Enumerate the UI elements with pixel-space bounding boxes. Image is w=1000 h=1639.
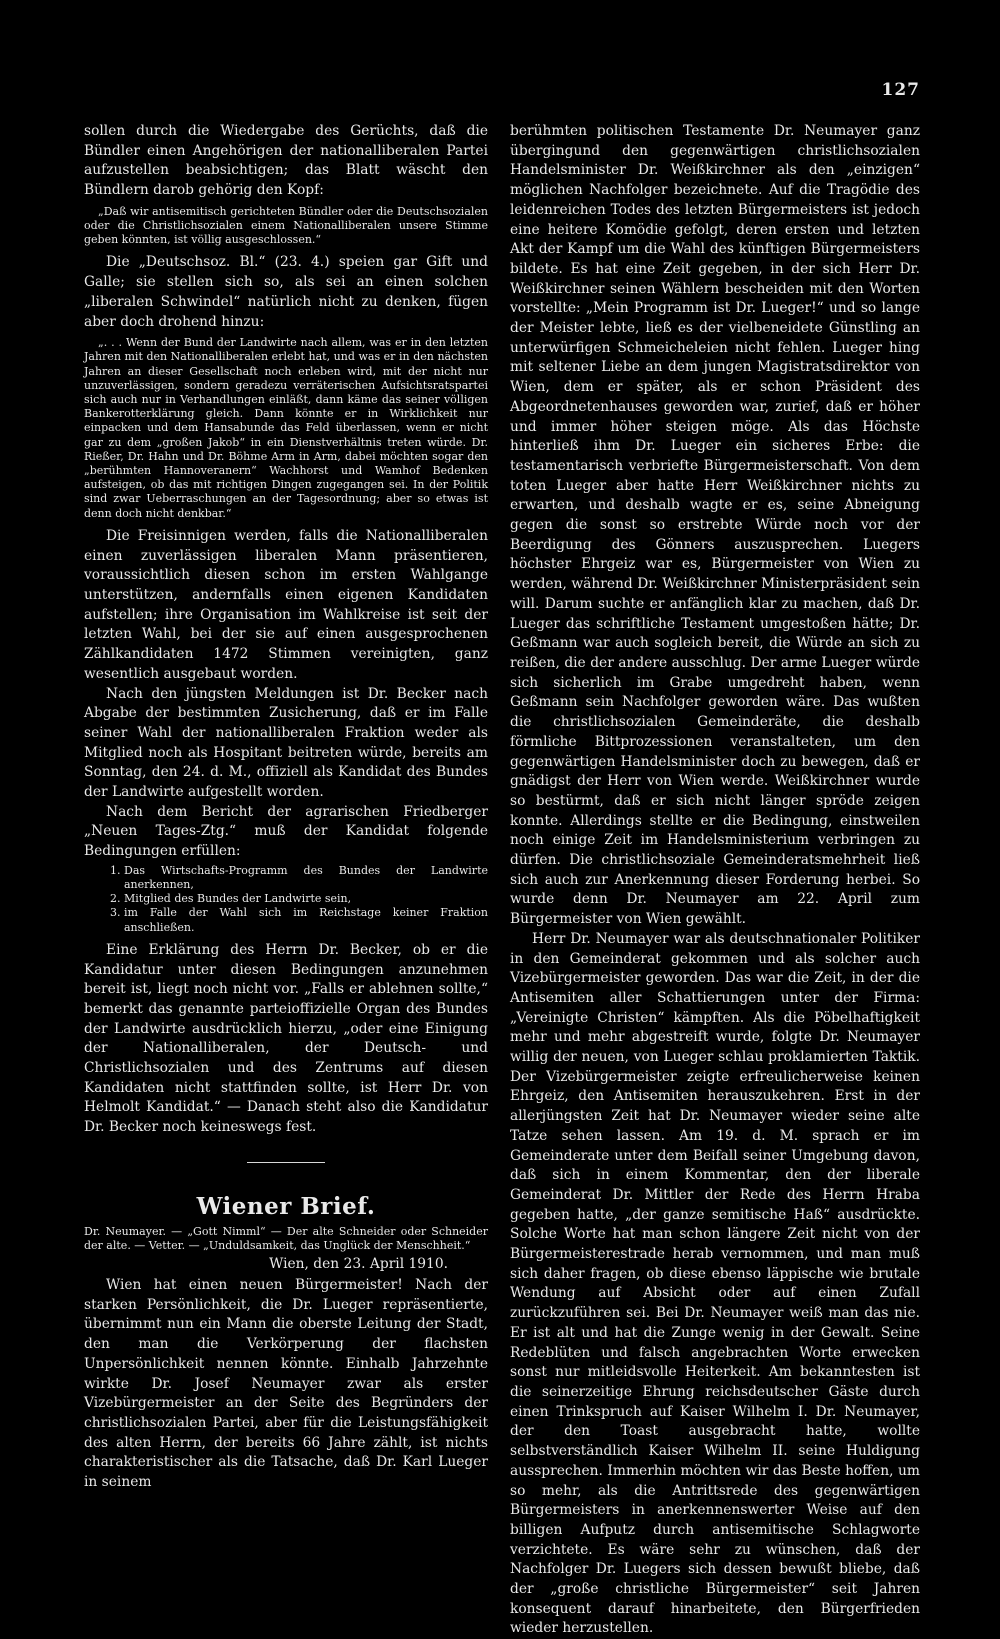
list-item: 3. im Falle der Wahl sich im Reichstage keiner Fraktion anschließen. <box>124 906 488 934</box>
paragraph: Herr Dr. Neumayer war als deutschnationaler Politiker in den Gemeinderat gekommen und als solcher auch Vizebürgermeister geworden. Das war die Zeit, in der die Antisemiten aller Schattierungen unter der Firma: „Vereinigte Christen“ kämpften. Als die Pöbelhaftigkeit mehr und mehr abgestreift wurde, folgte Dr. Neumayer willig der neuen, von Lueger schlau proklamierten Taktik. Der Vizebürgermeister zeigte erfreulicherweise keinen Ehrgeiz, den Antisemiten herauszukehren. Erst in der allerjüngsten Zeit hat Dr. Neumayer wieder seine alte Tatze sehen lassen. Am 19. d. M. sprach er im Gemeinderate unter dem Beifall seiner Umgebung davon, daß sich in einem Kommentar, den der liberale Gemeinderat Dr. Mittler der Rede des Herrn Hraba gegeben hatte, „der ganze semitische Haß“ ausdrückte. Solche Worte hat man schon längere Zeit nicht von der Bürgermeisterestrade herab vernommen, und man muß sich daher fragen, ob diese ebenso läppische wie brutale Wendung auf Absicht oder auf einen Zufall zurückzuführen sei. Bei Dr. Neumayer weiß man das nie. Er ist alt und hat die Zunge wenig in der Gewalt. Seine Redeblüten und falsch angebrachten Worte erwecken sonst nur mitleidsvolle Heiterkeit. Am bekanntesten ist die seinerzeitige Ehrung reichsdeutscher Gäste durch einen Trinkspruch auf Kaiser Wilhelm I. Dr. Neumayer, der den Toast ausgebracht hatte, wollte selbstverständlich Kaiser Wilhelm II. seine Huldigung aussprechen. Immerhin möchten wir das Beste hoffen, um so mehr, als die Antrittsrede des gegenwärtigen Bürgermeisters in anerkennenswerter Weise auf den billigen Aufputz durch antisemitische Schlagworte verzichtete. Es wäre sehr zu wünschen, daß der Nachfolger Dr. Luegers sich dessen bewußt bliebe, daß der „große christliche Bürgermeister“ seit Jahren konsequent darauf hinarbeitete, den Bürgerfrieden wieder herzustellen. <box>510 930 920 1637</box>
dateline: Wien, den 23. April 1910. <box>269 1256 448 1273</box>
list-item: 1. Das Wirtschafts-Programm des Bundes der Landwirte anerkennen, <box>124 864 488 892</box>
paragraph: sollen durch die Wiedergabe des Gerüchts, daß die Bündler einen Angehörigen der nationalliberalen Partei aufzustellen beabsichtigen; das Blatt wäscht den Bündlern darob gehörig den Kopf: <box>84 123 488 199</box>
block-quote <box>84 205 488 248</box>
article-summary: Dr. Neumayer. — „Gott Nimml“ — Der alte Schneider oder Schneider der alte. — Vetter. — „Unduldsamkeit, das Unglück der Menschheit.“ <box>84 1224 488 1253</box>
conditions-list <box>84 864 488 935</box>
quote-text: „. . . Wenn der Bund der Landwirte nach allem, was er in den letzten Jahren mit den Nationalliberalen erlebt hat, und was er in den nächsten Jahren an dieser Gesellschaft noch erleben wird, mit der nicht nur unzuverlässigen, sondern geradezu verräterischen Aufsichtsratspartei sich auch nur in Verhandlungen einläßt, dann käme das seiner völligen Bankerotterklärung gleich. Dann könnte er in Wirklichkeit nur einpacken und dem Hansabunde das Feld überlassen, wenn er nicht gar zu dem „großen Jakob“ in ein Dienstverhältnis treten würde. Dr. Rießer, Dr. Hahn und Dr. Böhme Arm in Arm, dabei möchten sogar den „berühmten Hannoveranern“ Wachhorst und Wamhof Bedenken aufsteigen, ob das mit richtigen Dingen zugegangen sei. In der Politik sind zwar Ueberraschungen an der Tagesordnung; aber so etwas ist denn doch nicht denkbar.“ <box>84 336 488 520</box>
section-divider <box>247 1162 325 1163</box>
paragraph: Die „Deutschsoz. Bl.“ (23. 4.) speien gar Gift und Galle; sie stellen sich so, als sei an einen solchen „liberalen Schwindel“ natürlich nicht zu denken, fügen aber doch drohend hinzu: <box>84 254 488 330</box>
left-column <box>84 122 488 1493</box>
paragraph: Nach den jüngsten Meldungen ist Dr. Becker nach Abgabe der bestimmten Zusicherung, daß er im Falle seiner Wahl der nationalliberalen Fraktion weder als Mitglied noch als Hospitant beitreten würde, bereits am Sonntag, den 24. d. M., offiziell als Kandidat des Bundes der Landwirte aufgestellt worden. <box>84 685 488 801</box>
paragraph: Nach dem Bericht der agrarischen Friedberger „Neuen Tages-Ztg.“ muß der Kandidat folgende Bedingungen erfüllen: <box>84 803 488 860</box>
list-item: 2. Mitglied des Bundes der Landwirte sein, <box>124 892 488 906</box>
paragraph: Wien hat einen neuen Bürgermeister! Nach der starken Persönlichkeit, die Dr. Lueger repräsentierte, übernimmt nun ein Mann die oberste Leitung der Stadt, den man die Verkörperung der flachsten Unpersönlichkeit nennen könnte. Einhalb Jahrzehnte wirkte Dr. Josef Neumayer zwar als erster Vizebürgermeister an der Seite des Begründers der christlichsozialen Partei, aber für die Leistungsfähigkeit des alten Herrn, der bereits 66 Jahre zählt, ist nichts charakteristischer als die Tatsache, daß Dr. Karl Lueger in seinem <box>84 1276 488 1491</box>
paragraph: Die Freisinnigen werden, falls die Nationalliberalen einen zuverlässigen liberalen Mann präsentieren, voraussichtlich diesen schon im ersten Wahlgange unterstützen, andernfalls einen eigenen Kandidaten aufstellen; ihre Organisation im Wahlkreise ist seit der letzten Wahl, bei der sie auf einen ausgesprochenen Zählkandidaten 1472 Stimmen vereinigten, ganz wesentlich ausgebaut worden. <box>84 527 488 682</box>
paragraph: berühmten politischen Testamente Dr. Neumayer ganz übergingund den gegenwärtigen christlichsozialen Handelsminister Dr. Weißkirchner als den „einzigen“ möglichen Nachfolger bezeichnete. Auf die Tragödie des leidenreichen Todes des letzten Bürgermeisters ist jedoch eine heitere Komödie gefolgt, deren ersten und letzten Akt der Kampf um die Wahl des künftigen Bürgermeisters bildete. Es hat eine Zeit gegeben, in der sich Herr Dr. Weißkirchner seinen Wählern bescheiden mit den Worten vorstellte: „Mein Programm ist Dr. Lueger!“ und so lange der Meister lebte, ließ es der vielbeneidete Günstling an unterwürfigen Schmeicheleien nicht fehlen. Lueger hing mit seltener Liebe an dem jungen Magistratsdirektor von Wien, dem er später, als er schon Präsident des Abgeordnetenhauses geworden war, zurief, daß er höher und immer höher steigen möge. Als das Höchste hinterließ ihm Dr. Lueger ein sicheres Erbe: die testamentarisch verbriefte Bürgermeisterschaft. Von dem toten Lueger aber hatte Herr Weißkirchner nichts zu erwarten, und deshalb wagte er es, seine Abneigung gegen die sonst so erstrebte Würde noch vor der Beerdigung des Gönners auszusprechen. Luegers höchster Ehrgeiz war es, Bürgermeister von Wien zu werden, während Dr. Weißkirchner Ministerpräsident sein will. Darum suchte er anfänglich klar zu machen, daß Dr. Lueger das schriftliche Testament umgestoßen hätte; Dr. Geßmann war auch sogleich bereit, die Würde an sich zu reißen, die der andere ausschlug. Der arme Lueger würde sich sicherlich im Grabe umgedreht haben, wenn Geßmann sein Nachfolger geworden wäre. Das wußten die christlichsozialen Gemeinderäte, die deshalb förmliche Bittprozessionen veranstalteten, um den gegenwärtigen Handelsminister doch zu bewegen, daß er gnädigst der Herr von Wien werde. Weißkirchner wurde so bestürmt, daß er sich nicht länger spröde zeigen konnte. Allerdings stellte er die Bedingung, einstweilen noch einige Zeit im Handelsministerium verbringen zu dürfen. Die christlichsoziale Gemeinderatsmehrheit ließ sich auch zur Anerkennung dieser Forderung herbei. So wurde denn Dr. Neumayer am 22. April zum Bürgermeister von Wien gewählt. <box>510 123 920 928</box>
paragraph: Eine Erklärung des Herrn Dr. Becker, ob er die Kandidatur unter diesen Bedingungen anzunehmen bereit ist, liegt noch nicht vor. „Falls er ablehnen sollte,“ bemerkt das genannte parteioffizielle Organ des Bundes der Landwirte ausdrücklich hierzu, „oder eine Einigung der Nationalliberalen, der Deutsch- und Christlichsozialen und des Zentrums auf diesen Kandidaten nicht stattfinden sollte, ist Herr Dr. von Helmolt Kandidat.“ — Danach steht also die Kandidatur Dr. Becker noch keineswegs fest. <box>84 941 488 1136</box>
right-column <box>510 122 920 1639</box>
article-title: Wiener Brief. <box>196 1192 376 1220</box>
quote-text: „Daß wir antisemitisch gerichteten Bündler oder die Deutschsozialen oder die Christlichsozialen einem Nationalliberalen unsere Stimme geben könnten, ist völlig ausgeschlossen.“ <box>84 204 488 247</box>
page-number: 127 <box>881 80 920 100</box>
block-quote <box>84 336 488 521</box>
